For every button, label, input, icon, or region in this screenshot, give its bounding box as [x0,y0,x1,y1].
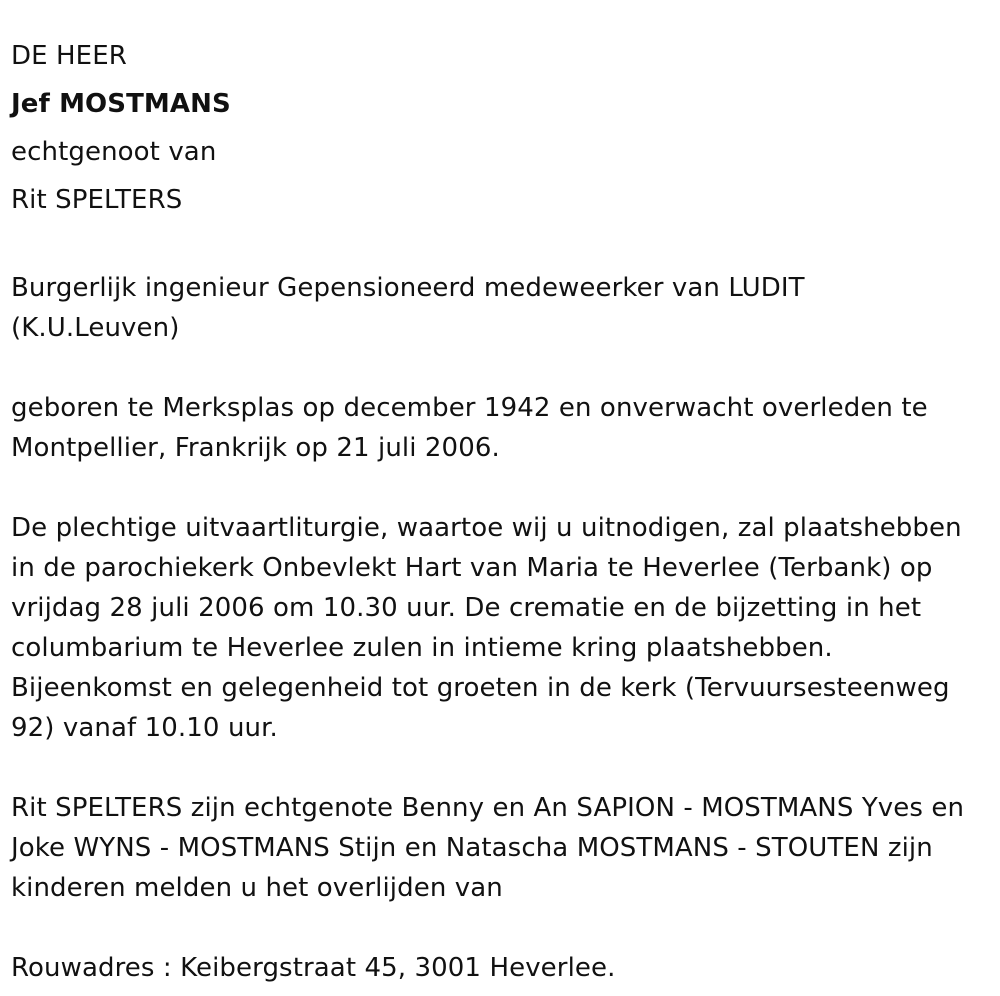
birth-death-line: Montpellier, Frankrijk op 21 juli 2006. [11,433,500,463]
funeral-line: 92) vanaf 10.10 uur. [11,713,278,743]
spacer [11,348,980,388]
funeral-line: columbarium te Heverlee zulen in intieme kring plaatshebben. [11,633,833,663]
header-block [11,36,980,228]
relation-text: echtgenoot van [11,137,217,167]
spacer [11,908,980,948]
spacer [11,468,980,508]
birth-death-line: geboren te Merksplas op december 1942 en onverwacht overleden te [11,393,928,423]
family-line: Rit SPELTERS zijn echtgenote Benny en An SAPION - MOSTMANS Yves en [11,793,965,823]
occupation-paragraph [11,268,980,348]
funeral-line: De plechtige uitvaartliturgie, waartoe wij u uitnodigen, zal plaatshebben [11,513,962,543]
address-line: Rouwadres : Keibergstraat 45, 3001 Heverlee. [11,953,616,983]
address-paragraph [11,948,980,988]
birth-death-paragraph [11,388,980,468]
title-prefix: DE HEER [11,41,127,71]
family-paragraph [11,788,980,908]
family-line: Joke WYNS - MOSTMANS Stijn en Natascha MOSTMANS - STOUTEN zijn [11,833,933,863]
deceased-name: Jef MOSTMANS [11,89,231,119]
funeral-line: vrijdag 28 juli 2006 om 10.30 uur. De crematie en de bijzetting in het [11,593,922,623]
funeral-line: in de parochiekerk Onbevlekt Hart van Maria te Heverlee (Terbank) op [11,553,933,583]
spacer [11,748,980,788]
occupation-line: Burgerlijk ingenieur Gepensioneerd medeweerker van LUDIT [11,273,805,303]
funeral-line: Bijeenkomst en gelegenheid tot groeten in de kerk (Tervuursesteenweg [11,673,950,703]
family-line: kinderen melden u het overlijden van [11,873,503,903]
funeral-paragraph [11,508,980,748]
occupation-line: (K.U.Leuven) [11,313,180,343]
spacer [11,228,980,268]
spouse-name: Rit SPELTERS [11,185,183,215]
